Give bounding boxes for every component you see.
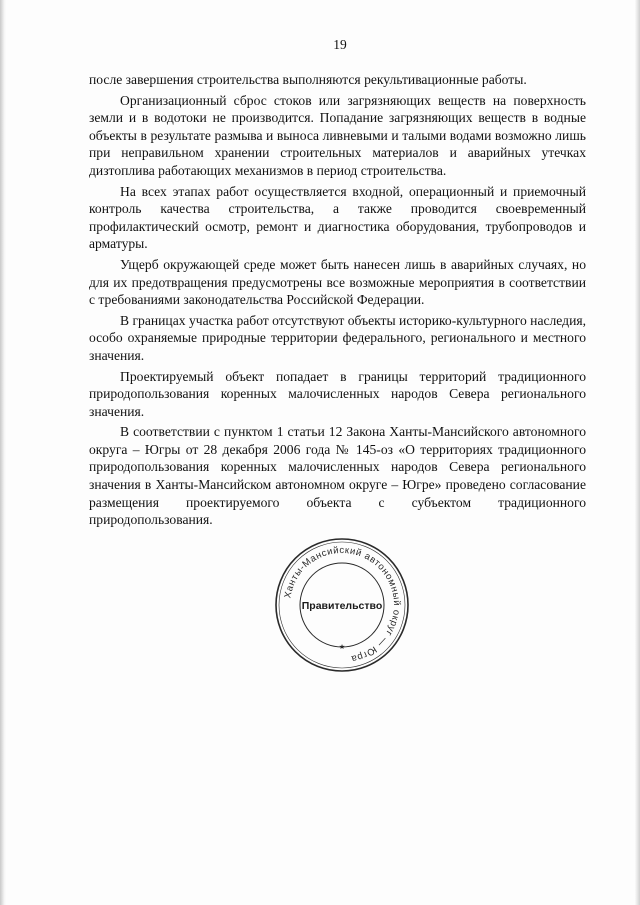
paragraph: после завершения строительства выполняются рекультивационные работы. bbox=[89, 72, 527, 87]
paragraph: Организационный сброс стоков или загрязняющих веществ на поверхность земли и в водотоки не производится. Попадание загрязняющих веществ в водные объекты в результате размыва и выноса ливневыми и талыми водами возможно лишь при неправильном хранении строительных материалов и аварийных утечках дизтоплива работающих механизмов в период строительства. bbox=[89, 92, 586, 178]
seal-center-text: Правительство bbox=[301, 600, 383, 612]
paragraph: Ущерб окружающей среде может быть нанесен лишь в аварийных случаях, но для их предотвращения предусмотрены все возможные мероприятия в соответствии с требованиями законодательства Российской Федерации. bbox=[89, 256, 586, 308]
scan-edge-left bbox=[0, 0, 6, 905]
page-number: 19 bbox=[333, 37, 347, 52]
paragraph: Проектируемый объект попадает в границы территорий традиционного природопользования коренных малочисленных народов Севера регионального значения. bbox=[89, 368, 586, 419]
scan-edge-right bbox=[635, 0, 640, 905]
paragraph: В границах участка работ отсутствуют объекты историко-культурного наследия, особо охраняемые природные территории федерального, регионального и местного значения. bbox=[89, 312, 586, 363]
official-seal bbox=[272, 535, 412, 675]
seal-ring-textpath: Ханты-Мансийский автономный округ — Югра bbox=[282, 544, 403, 665]
paragraph: На всех этапах работ осуществляется входной, операционный и приемочный контроль качества строительства, а также проводится своевременный профилактический осмотр, ремонт и диагностика оборудования, трубопроводов и арматуры. bbox=[89, 183, 586, 252]
body-text bbox=[89, 71, 586, 532]
seal-star-icon: ★ bbox=[338, 643, 346, 651]
seal-graphic bbox=[272, 535, 412, 675]
paragraph: В соответствии с пунктом 1 статьи 12 Закона Ханты-Мансийского автономного округа – Югры от 28 декабря 2006 года № 145-оз «О территориях традиционного природопользования коренных малочисленных народов Севера регионального значения в Ханты-Мансийском автономном округе – Югре» проведено согласование размещения проектируемого объекта с субъектом традиционного природопользования. bbox=[89, 424, 586, 528]
